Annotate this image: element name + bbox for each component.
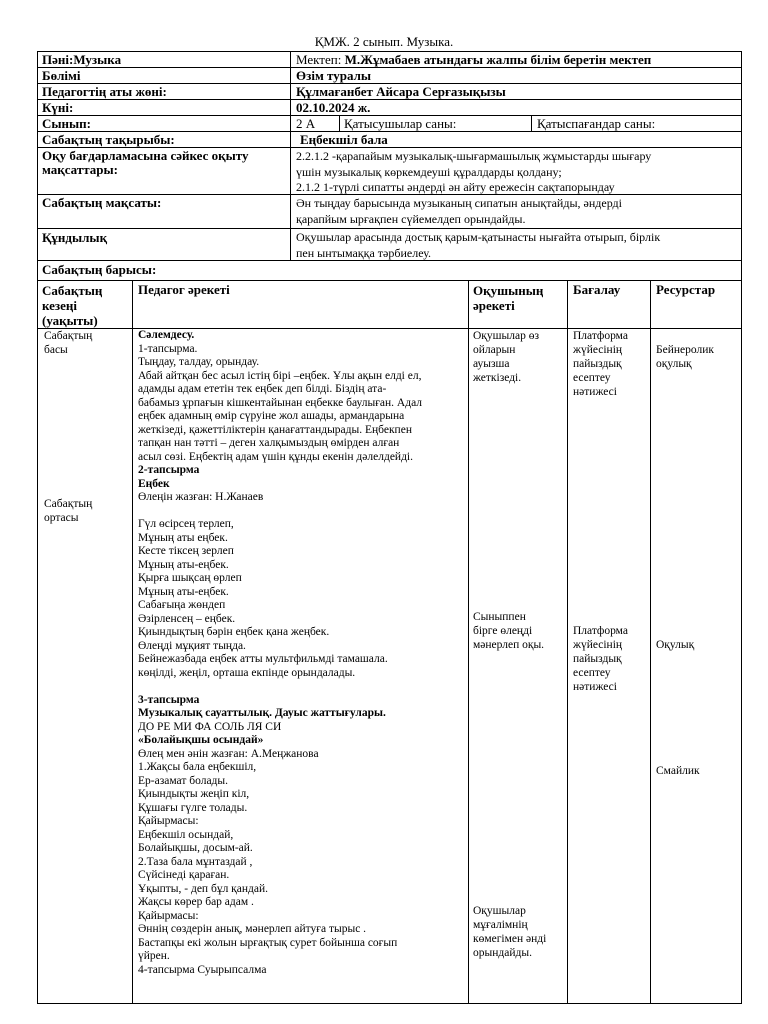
student-header-line: Оқушының xyxy=(473,283,544,298)
teacher-action-line: Әннің сөздерін анық, мәнерлеп айтуға тырыс . xyxy=(138,923,367,935)
absent-count-label: Қатыспағандар саны: xyxy=(537,116,656,131)
teacher-action-line: Өлеңді мұқият тыңда. xyxy=(138,639,246,652)
teacher-action-line: Кесте тіксең зерлеп xyxy=(138,545,234,557)
teacher-name-label: Педагогтің аты жөні: xyxy=(42,84,167,99)
column-divider xyxy=(339,115,340,132)
stage-line: ортасы xyxy=(44,512,79,524)
objectives-line: 2.1.2 1-түрлі сипатты әндерді ән айту ережесін сақтапорындау xyxy=(296,180,615,194)
student-line: мұғалімнің xyxy=(473,919,528,931)
stage-line: Сабақтың xyxy=(44,330,93,342)
student-action-block xyxy=(473,904,546,960)
topic-label: Сабақтың тақырыбы: xyxy=(42,132,175,147)
student-line: көмегімен әнді xyxy=(473,933,547,945)
student-action-block xyxy=(473,329,539,385)
resource-block xyxy=(656,764,700,778)
teacher-action-line: Өлең мен әнін жазған: А.Меңжанова xyxy=(138,747,319,760)
teacher-action-line: Музыкалық сауаттылық. Дауыс жаттығулары. xyxy=(138,707,386,719)
teacher-action-line: 3-тапсырма xyxy=(138,693,200,706)
student-line: Оқушылар өз xyxy=(473,330,539,342)
teacher-action-text xyxy=(138,329,422,977)
table-border-left xyxy=(37,51,38,1004)
column-divider xyxy=(567,280,568,1004)
teacher-action-line: Құшағы гүлге толады. xyxy=(138,801,248,814)
teacher-action-line: Мұның аты еңбек. xyxy=(138,531,228,544)
teacher-action-line: жеткізеді, қажеттіліктерін қанағаттандырады. Еңбекпен xyxy=(138,423,412,436)
teacher-action-line: көңілді, жеңіл, орташа екпінде орындалады. xyxy=(138,666,356,679)
teacher-action-line: тапқан нан тәтті – деген халқымыздың өмірден алған xyxy=(138,437,400,449)
objectives-line: үшін музыкалық көркемдеуші құралдарды қолдану; xyxy=(296,164,562,179)
assessment-header: Бағалау xyxy=(573,282,621,297)
student-action-header xyxy=(473,283,543,313)
teacher-action-line: Жақсы көрер бар адам . xyxy=(138,896,254,908)
teacher-action-line: Әзірленсең – еңбек. xyxy=(138,612,236,625)
lesson-goal-label: Сабақтың мақсаты: xyxy=(42,195,162,210)
table-border-bottom xyxy=(37,1003,742,1004)
values-label: Құндылық xyxy=(42,230,108,245)
teacher-action-line: Еңбекшіл осындай, xyxy=(138,828,234,841)
assessment-block xyxy=(573,329,628,399)
teacher-action-line: 1-тапсырма. xyxy=(138,342,198,355)
teacher-action-line: Ұқыпты, - деп бұл қандай. xyxy=(138,882,269,895)
topic-value: Еңбекшіл бала xyxy=(300,132,388,147)
teacher-action-line: Тыңдау, талдау, орындау. xyxy=(138,356,260,368)
lesson-goal-line: Ән тыңдау барысында музыканың сипатын анықтайды, әндерді xyxy=(296,196,622,210)
values-line: пен ынтымаққа тәрбиелеу. xyxy=(296,245,432,260)
class-label: Сынып: xyxy=(42,116,91,131)
assessment-line: жүйесінің xyxy=(573,344,623,356)
assessment-line: Платформа xyxy=(573,625,628,637)
section-value: Өзім туралы xyxy=(296,68,372,83)
student-header-line: әрекеті xyxy=(473,298,515,313)
row-divider xyxy=(37,228,742,229)
student-line: бірге өлеңді xyxy=(473,625,533,637)
objectives-line: 2.2.1.2 -қарапайым музыкалық-шығармашылық жұмыстарды шығару xyxy=(296,149,652,163)
column-divider xyxy=(650,280,651,1004)
teacher-action-line: Еңбек xyxy=(138,477,170,490)
student-action-block xyxy=(473,610,544,652)
teacher-action-line: Ер-азамат болады. xyxy=(138,774,229,787)
resource-block xyxy=(656,343,714,371)
teacher-action-line: 2.Таза бала мұнтаздай , xyxy=(138,855,253,868)
teacher-action-line xyxy=(138,505,422,519)
column-divider xyxy=(468,280,469,1004)
stage-start xyxy=(44,329,92,357)
teacher-action-line: Мұның аты-еңбек. xyxy=(138,558,229,571)
assessment-block xyxy=(573,624,628,694)
stage-header-line: Сабақтың xyxy=(42,283,103,298)
date-label: Күні: xyxy=(42,100,74,115)
teacher-action-line xyxy=(138,680,422,694)
lesson-goal-line: қарапйым ырғақпен сүйемелдеп орындайды. xyxy=(296,211,526,226)
student-line: мәнерлеп оқы. xyxy=(473,639,545,651)
teacher-action-line: Сүйсінеді қараған. xyxy=(138,869,230,881)
resource-line: Смайлик xyxy=(656,765,700,777)
teacher-action-line: Қырға шықсаң өрлеп xyxy=(138,572,242,584)
lesson-goal-value xyxy=(296,196,622,227)
teacher-action-line: Сабағыңа жөндеп xyxy=(138,599,226,611)
objectives-label-line: мақсаттары: xyxy=(42,162,118,177)
teacher-action-line: асыл сөзі. Еңбектің адам үшін құнды екенін дәлелдейді. xyxy=(138,450,414,463)
stage-header xyxy=(42,283,102,328)
teacher-action-line: Мұның аты-еңбек. xyxy=(138,585,229,598)
assessment-line: есептеу xyxy=(573,372,611,384)
resources-header: Ресурстар xyxy=(656,282,716,297)
values-line: Оқушылар арасында достық қарым-қатынасты нығайта отырып, бірлік xyxy=(296,230,661,244)
student-line: ауызша xyxy=(473,358,510,370)
stage-header-line: (уақыты) xyxy=(42,313,98,328)
teacher-action-line: 1.Жақсы бала еңбекшіл, xyxy=(138,761,257,773)
present-count-label: Қатысушылар саны: xyxy=(344,116,457,131)
teacher-name-value: Құлмағанбет Айсара Серғазықызы xyxy=(296,84,506,99)
lesson-progress-label: Сабақтың барысы: xyxy=(42,262,157,277)
teacher-action-line: Қиындықтың бәрін еңбек қана жеңбек. xyxy=(138,626,330,638)
subject-label: Пәні:Музыка xyxy=(42,52,122,67)
resource-line: Бейнеролик xyxy=(656,344,714,356)
teacher-action-line: Бейнежазбада еңбек атты мультфильмді тамашала. xyxy=(138,653,388,665)
student-line: Оқушылар xyxy=(473,905,526,917)
teacher-action-line: Қиындықты жеңіп кіл, xyxy=(138,788,250,800)
column-divider xyxy=(531,115,532,132)
teacher-action-line: Сәлемдесу. xyxy=(138,329,195,341)
column-divider xyxy=(290,51,291,261)
school-field xyxy=(296,53,651,67)
column-divider xyxy=(132,280,133,1004)
student-line: орындайды. xyxy=(473,947,532,959)
teacher-action-line: еңбек адамның өмір сүруіне жол ашады, армандарына xyxy=(138,410,405,422)
resource-line: Оқулық xyxy=(656,639,695,651)
section-label: Бөлімі xyxy=(42,68,81,83)
assessment-line: пайыздық xyxy=(573,358,622,370)
row-divider xyxy=(37,67,742,68)
objectives-label-line: Оқу бағдарламасына сәйкес оқыту xyxy=(42,148,249,163)
stage-header-line: кезеңі xyxy=(42,298,78,313)
resource-line: оқулық xyxy=(656,358,692,370)
stage-line: Сабақтың xyxy=(44,498,93,510)
objectives-label xyxy=(42,149,248,177)
assessment-line: нәтижесі xyxy=(573,681,617,693)
teacher-action-line: ДО РЕ МИ ФА СОЛЬ ЛЯ СИ xyxy=(138,720,282,733)
teacher-action-line: бабамыз ұрпағын кішкентайынан еңбекке баулыған. Адал xyxy=(138,396,423,409)
student-line: ойларын xyxy=(473,344,516,356)
teacher-action-line: үйрен. xyxy=(138,950,170,962)
teacher-action-line: Қайырмасы: xyxy=(138,815,199,827)
school-name: М.Жұмабаев атындағы жалпы білім беретін мектеп xyxy=(344,52,652,67)
teacher-action-header: Педагог әрекеті xyxy=(138,282,230,297)
teacher-action-line: адамды адам ететін тек еңбек деп білді. Біздің ата- xyxy=(138,383,387,395)
student-line: Сыныппен xyxy=(473,611,526,623)
table-border-right xyxy=(741,51,742,1004)
teacher-action-line: Қайырмасы: xyxy=(138,909,199,922)
teacher-action-line: Болайықшы, досым-ай. xyxy=(138,842,253,854)
student-line: жеткізеді. xyxy=(473,372,522,384)
row-divider xyxy=(37,99,742,100)
stage-middle xyxy=(44,497,92,525)
assessment-line: пайыздық xyxy=(573,653,622,665)
document-title: ҚМЖ. 2 сынып. Музыка. xyxy=(314,34,454,49)
teacher-action-line: Бастапқы екі жолын ырғақтық сурет бойынша соғып xyxy=(138,936,398,949)
assessment-line: жүйесінің xyxy=(573,639,623,651)
assessment-line: есептеу xyxy=(573,667,611,679)
teacher-action-line: «Болайықшы осындай» xyxy=(138,734,264,746)
teacher-action-line: Өлеңін жазған: Н.Жанаев xyxy=(138,491,264,503)
stage-line: басы xyxy=(44,344,68,356)
teacher-action-line: Гүл өсірсең терлеп, xyxy=(138,518,234,530)
resource-block xyxy=(656,638,694,652)
objectives-value xyxy=(296,149,651,196)
values-value xyxy=(296,230,660,261)
assessment-line: нәтижесі xyxy=(573,386,617,398)
teacher-action-line: 2-тапсырма xyxy=(138,464,200,476)
school-prefix: Мектеп: xyxy=(296,52,345,67)
teacher-action-line: Абай айтқан бес асыл істің бірі –еңбек. Ұлы ақын елді ел, xyxy=(138,369,422,382)
class-value: 2 А xyxy=(296,116,316,131)
date-value: 02.10.2024 ж. xyxy=(296,100,371,115)
assessment-line: Платформа xyxy=(573,330,628,342)
teacher-action-line: 4-тапсырма Суырыпсалма xyxy=(138,963,267,976)
row-divider xyxy=(37,280,742,281)
